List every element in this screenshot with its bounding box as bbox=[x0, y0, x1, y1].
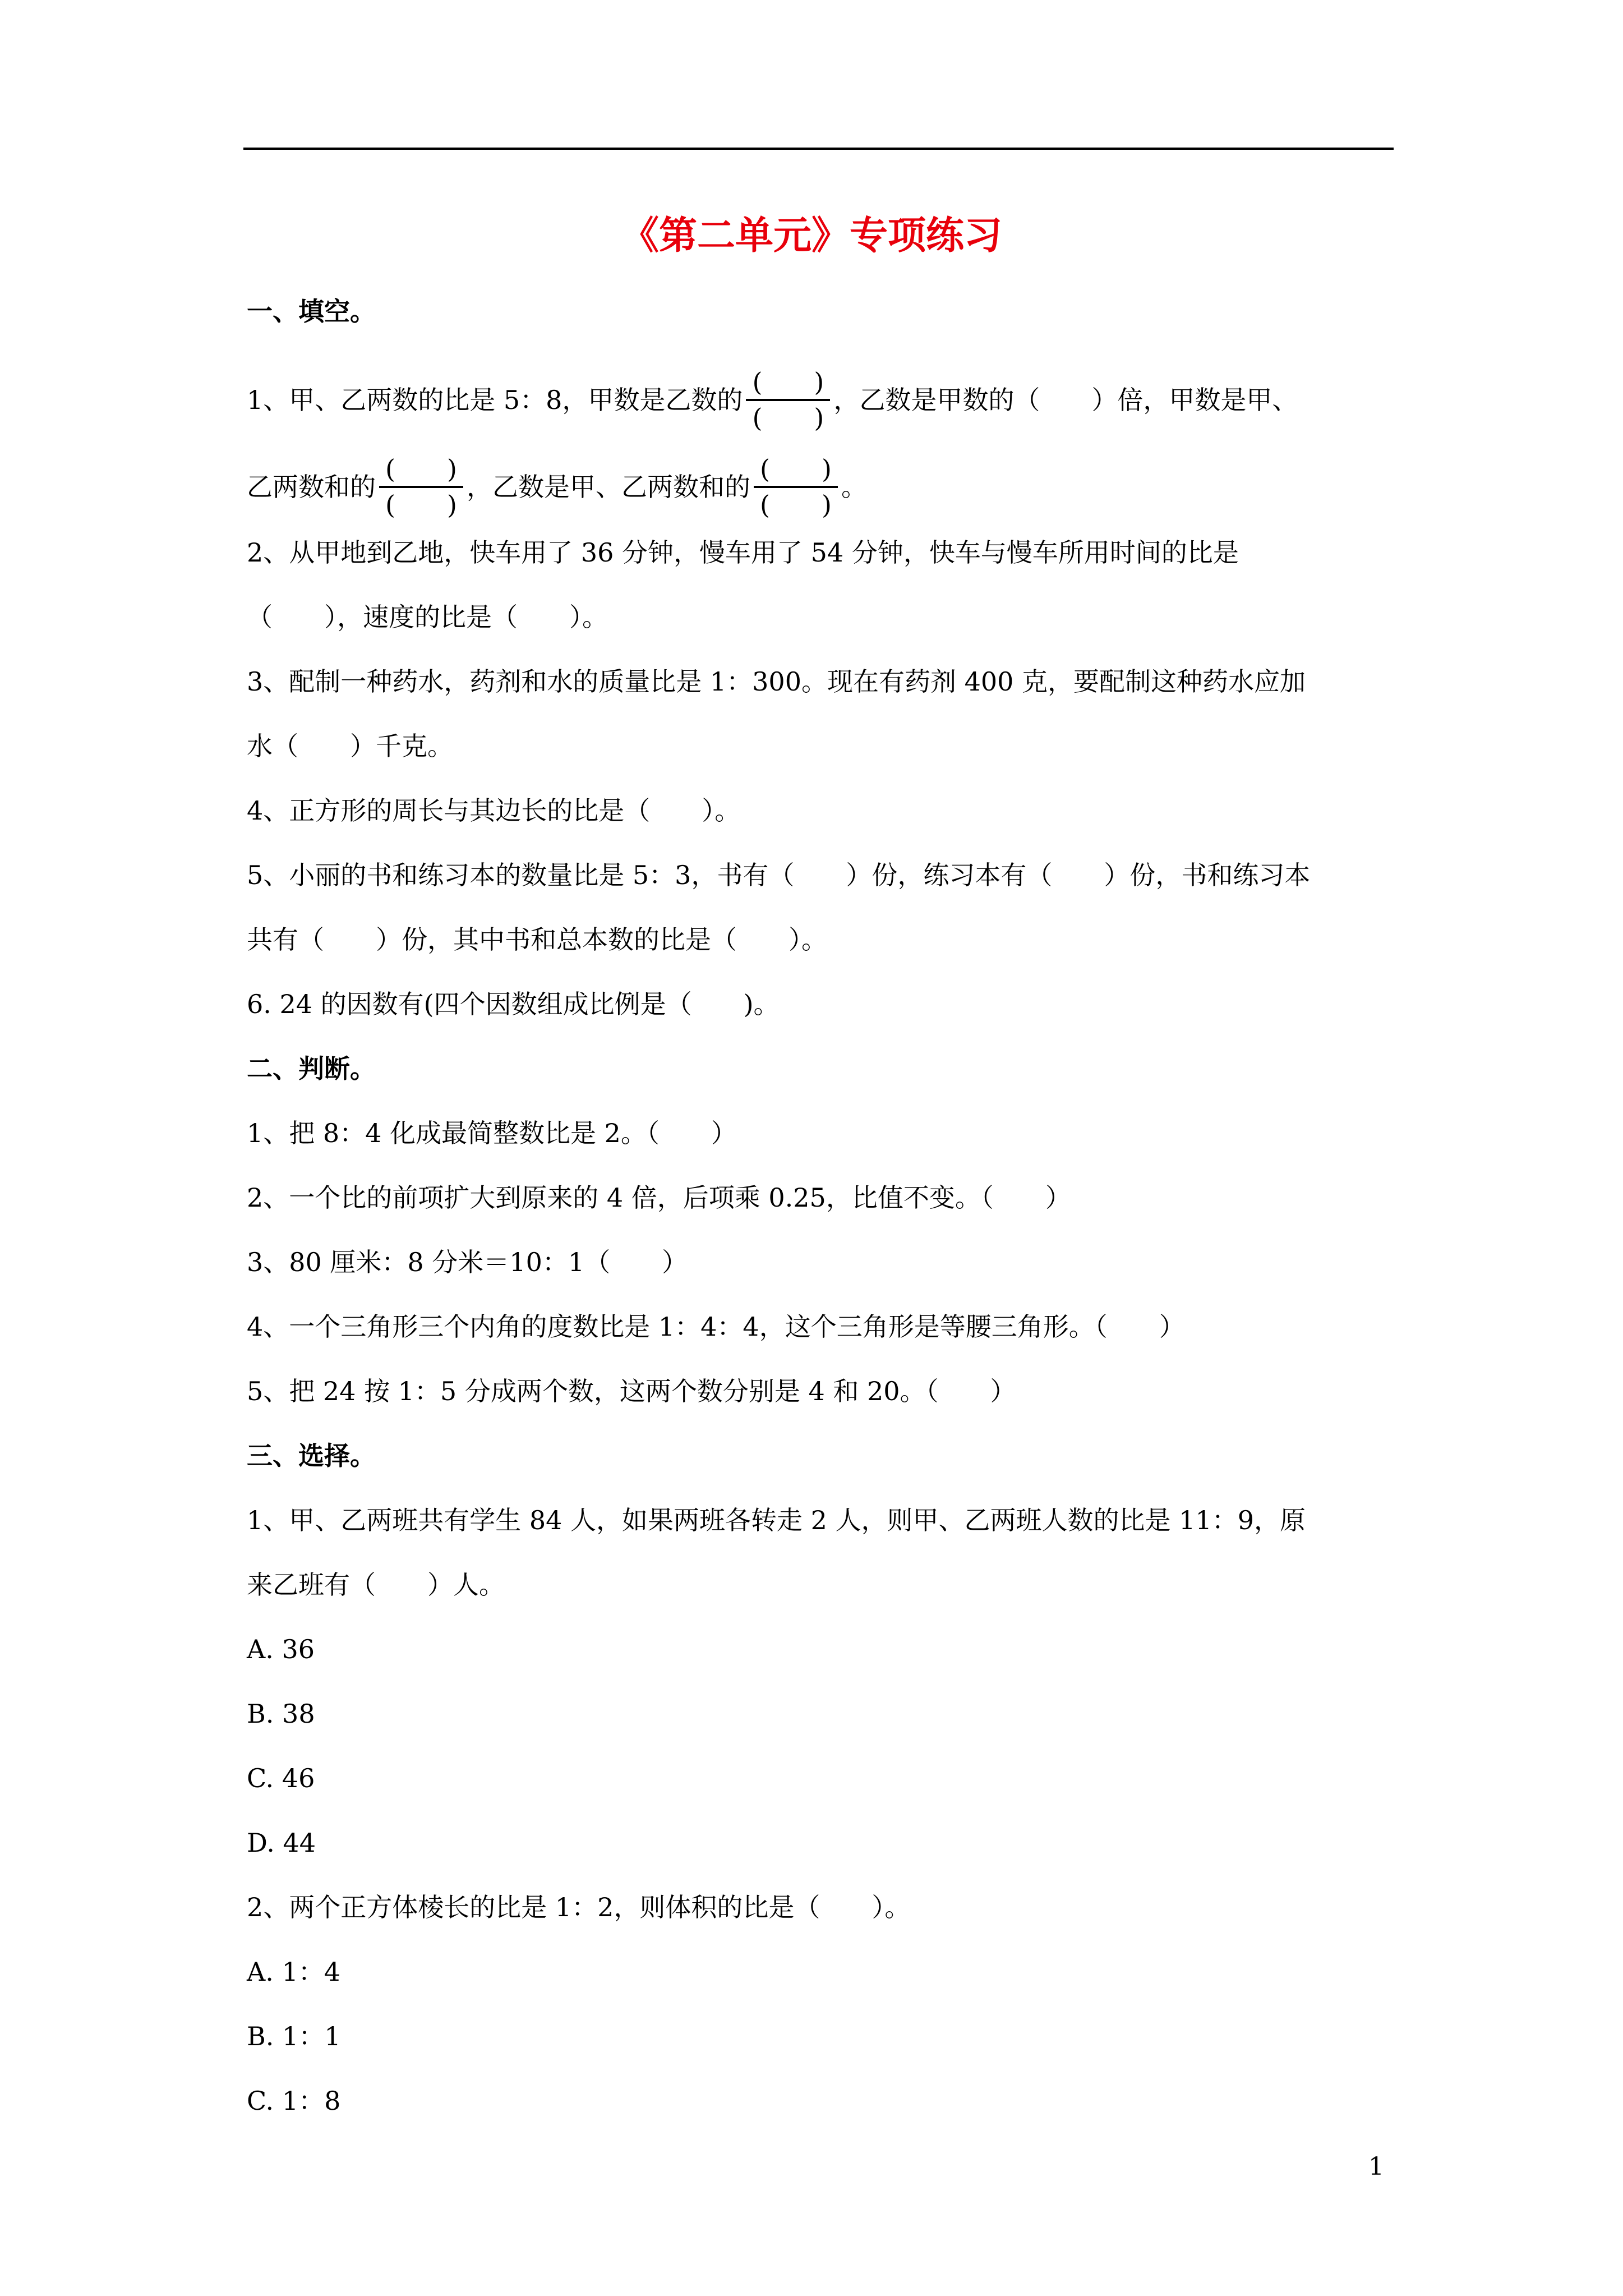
q3-1-option: A. 36 bbox=[247, 1634, 315, 1664]
q2-item: 4、一个三角形三个内角的度数比是 1：4：4，这个三角形是等腰三角形。（ ） bbox=[247, 1312, 1185, 1342]
q1-1-line-2 bbox=[247, 454, 867, 524]
fraction-numerator: ( ) bbox=[760, 454, 832, 484]
section-2-heading: 二、判断。 bbox=[247, 1053, 376, 1084]
page-number: 1 bbox=[1368, 2152, 1384, 2181]
fraction-denominator: ( ) bbox=[752, 403, 824, 433]
q3-1-option: D. 44 bbox=[247, 1828, 316, 1858]
section-3-heading: 三、选择。 bbox=[247, 1441, 376, 1471]
fraction-denominator: ( ) bbox=[760, 490, 832, 520]
q1-2-line-1: 2、从甲地到乙地，快车用了 36 分钟，慢车用了 54 分钟，快车与慢车所用时间的比是 bbox=[247, 537, 1239, 568]
fraction-numerator: ( ) bbox=[752, 367, 824, 397]
q1-3-line-2: 水（ ）千克。 bbox=[247, 731, 453, 761]
fraction-denominator: ( ) bbox=[385, 490, 457, 520]
q1-1-text-d: ，乙数是甲、乙两数和的 bbox=[467, 472, 750, 502]
q3-2-option: A. 1：4 bbox=[247, 1957, 340, 1987]
q3-2-option: C. 1：8 bbox=[247, 2086, 341, 2116]
q3-1-option: C. 46 bbox=[247, 1763, 315, 1793]
q1-1-text-b: ，乙数是甲数的（ ）倍，甲数是甲、 bbox=[833, 385, 1298, 415]
q2-item: 3、80 厘米：8 分米＝10：1（ ） bbox=[247, 1247, 688, 1277]
q3-1-option: B. 38 bbox=[247, 1699, 315, 1729]
q1-5-line-2: 共有（ ）份，其中书和总本数的比是（ ）。 bbox=[247, 924, 827, 955]
q3-1-line-1: 1、甲、乙两班共有学生 84 人，如果两班各转走 2 人，则甲、乙两班人数的比是 11：9，原 bbox=[247, 1505, 1306, 1535]
fraction-blank bbox=[379, 452, 463, 522]
q2-item: 2、一个比的前项扩大到原来的 4 倍，后项乘 0.25，比值不变。（ ） bbox=[247, 1182, 1071, 1213]
q1-1-text-e: 。 bbox=[841, 472, 867, 502]
q2-item: 1、把 8：4 化成最简整数比是 2。（ ） bbox=[247, 1118, 737, 1148]
q1-1-text-a: 1、甲、乙两数的比是 5：8，甲数是乙数的 bbox=[247, 385, 743, 415]
q1-6: 6. 24 的因数有(四个因数组成比例是（ )。 bbox=[247, 989, 780, 1019]
q1-2-line-2: （ ），速度的比是（ ）。 bbox=[247, 602, 608, 632]
q1-3-line-1: 3、配制一种药水，药剂和水的质量比是 1：300。现在有药剂 400 克，要配制这种药水应加 bbox=[247, 666, 1306, 697]
q3-1-line-2: 来乙班有（ ）人。 bbox=[247, 1570, 505, 1600]
q3-2-text: 2、两个正方体棱长的比是 1：2，则体积的比是（ ）。 bbox=[247, 1892, 911, 1922]
q1-1-line-1 bbox=[247, 367, 1298, 437]
fraction-blank bbox=[754, 452, 838, 522]
q3-2-option: B. 1：1 bbox=[247, 2021, 341, 2051]
q1-5-line-1: 5、小丽的书和练习本的数量比是 5：3，书有（ ）份，练习本有（ ）份，书和练习本 bbox=[247, 860, 1311, 890]
q1-1-text-c: 乙两数和的 bbox=[247, 472, 376, 502]
q1-4: 4、正方形的周长与其边长的比是（ ）。 bbox=[247, 795, 741, 826]
fraction-blank bbox=[746, 365, 830, 435]
header-rule bbox=[243, 148, 1394, 150]
page-title: 《第二单元》专项练习 bbox=[620, 213, 1002, 258]
q2-item: 5、把 24 按 1：5 分成两个数，这两个数分别是 4 和 20。（ ） bbox=[247, 1376, 1016, 1406]
fraction-numerator: ( ) bbox=[385, 454, 457, 484]
section-1-heading: 一、填空。 bbox=[247, 296, 376, 326]
